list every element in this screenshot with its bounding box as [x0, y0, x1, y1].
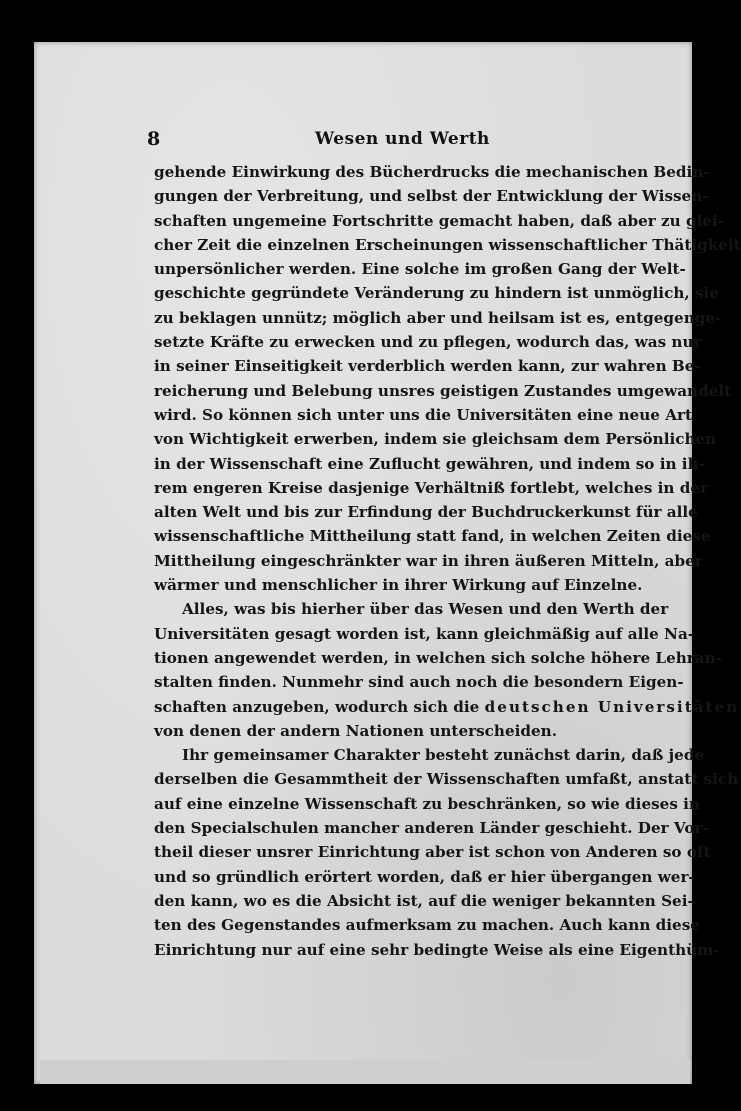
text-line: wird. So können sich unter uns die Universitäten eine neue Art	[154, 405, 693, 424]
page-number: 8	[147, 128, 161, 150]
text-line-segment: schaften anzugeben, wodurch sich die	[154, 697, 480, 716]
paragraph-start-line: Ihr gemeinsamer Charakter besteht zunächst darin, daß jede	[182, 746, 705, 765]
text-line: gungen der Verbreitung, und selbst der Entwicklung der Wissen-	[154, 187, 709, 206]
text-line: schaften ungemeine Fortschritte gemacht haben, daß aber zu glei-	[154, 211, 725, 230]
paragraph-start-line: Alles, was bis hierher über das Wesen und den Werth der	[182, 600, 669, 619]
text-line: cher Zeit die einzelnen Erscheinungen wissenschaftlicher Thätigkeit	[154, 235, 741, 254]
page-header	[147, 128, 617, 152]
body-text	[154, 160, 741, 962]
text-line: derselben die Gesammtheit der Wissenschaften umfaßt, anstatt sich	[154, 770, 739, 789]
text-line: unpersönlicher werden. Eine solche im großen Gang der Welt-	[154, 260, 686, 279]
text-line: Universitäten gesagt worden ist, kann gleichmäßig auf alle Na-	[154, 624, 695, 643]
spaced-emphasis: deutschen Universitäten	[484, 697, 740, 716]
text-line: stalten finden. Nunmehr sind auch noch die besondern Eigen-	[154, 673, 684, 692]
text-line: zu beklagen unnütz; möglich aber und heilsam ist es, entgegenge-	[154, 308, 722, 327]
text-line: wärmer und menschlicher in ihrer Wirkung auf Einzelne.	[154, 576, 643, 595]
text-line: in der Wissenschaft eine Zuflucht gewähren, und indem so in ih-	[154, 454, 705, 473]
text-line: ten des Gegenstandes aufmerksam zu machen. Auch kann diese	[154, 916, 700, 935]
text-line: reicherung und Belebung unsres geistigen Zustandes umgewandelt	[154, 381, 732, 400]
running-head: Wesen und Werth	[315, 129, 490, 149]
text-line-with-emphasis	[154, 695, 740, 719]
text-line: theil dieser unsrer Einrichtung aber ist schon von Anderen so oft	[154, 843, 711, 862]
text-line: geschichte gegründete Veränderung zu hindern ist unmöglich, sie	[154, 284, 719, 303]
page-bottom-edge	[40, 1060, 690, 1084]
text-line: rem engeren Kreise dasjenige Verhältniß fortlebt, welches in der	[154, 478, 709, 497]
text-line: tionen angewendet werden, in welchen sich solche höhere Lehran-	[154, 648, 722, 667]
text-line: und so gründlich erörtert worden, daß er hier übergangen wer-	[154, 867, 695, 886]
text-line: den Specialschulen mancher anderen Länder geschieht. Der Vor-	[154, 819, 709, 838]
text-line: von Wichtigkeit erwerben, indem sie gleichsam dem Persönlichen	[154, 430, 717, 449]
text-line: Einrichtung nur auf eine sehr bedingte Weise als eine Eigenthüm-	[154, 940, 720, 959]
text-line: den kann, wo es die Absicht ist, auf die weniger bekannten Sei-	[154, 891, 694, 910]
text-line: gehende Einwirkung des Bücherdrucks die mechanischen Bedin-	[154, 163, 710, 181]
text-line: von denen der andern Nationen unterscheiden.	[154, 721, 557, 740]
text-line: alten Welt und bis zur Erfindung der Buchdruckerkunst für alle	[154, 503, 698, 522]
text-line: auf eine einzelne Wissenschaft zu beschränken, so wie dieses in	[154, 794, 700, 813]
text-line: Mittheilung eingeschränkter war in ihren äußeren Mitteln, aber	[154, 551, 703, 570]
text-line: setzte Kräfte zu erwecken und zu pflegen, wodurch das, was nur	[154, 333, 702, 352]
text-line: wissenschaftliche Mittheilung statt fand, in welchen Zeiten diese	[154, 527, 711, 546]
text-line: in seiner Einseitigkeit verderblich werden kann, zur wahren Be-	[154, 357, 701, 376]
